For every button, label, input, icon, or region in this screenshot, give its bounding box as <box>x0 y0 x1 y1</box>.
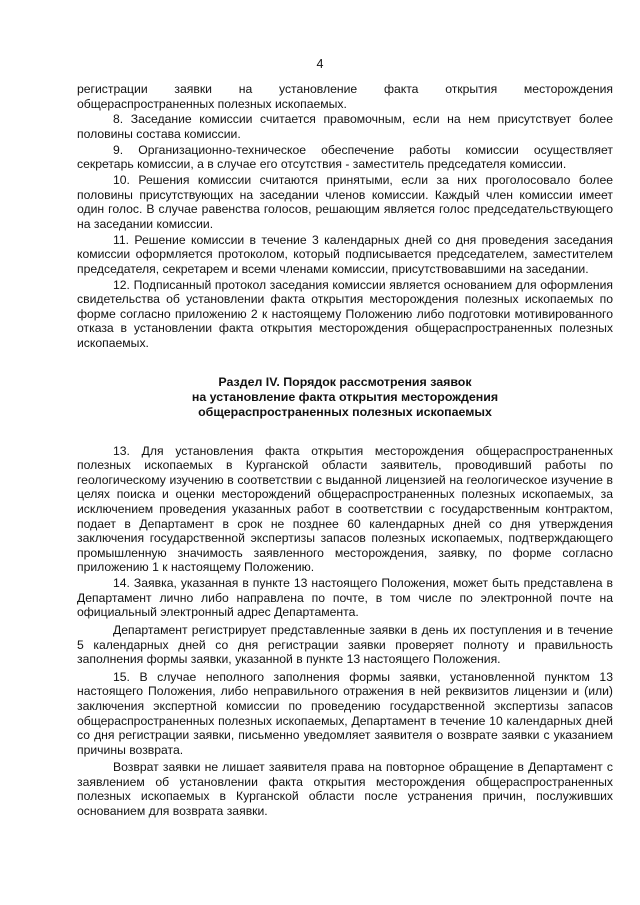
paragraph-item-12: 12. Подписанный протокол заседания комиссии является основанием для оформления свидетельства об установлении факта открытия месторождения полезных ископаемых по форме согласно приложению 2 к настоящему Положению либо подготовки мотивированного отказа в установлении факта открытия месторождения общераспространенных полезных ископаемых. <box>77 277 613 351</box>
section-heading <box>77 375 613 420</box>
paragraph-item-13: 13. Для установления факта открытия месторождения общераспространенных полезных ископаемых в Курганской области заявитель, проводивший работы по геологическому изучению в соответствии с выданной лицензией на геологическое изучение в целях поиска и оценки месторождений общераспространенных полезных ископаемых, за исключением проведения указанных работ в соответствии с государственным контрактом, подает в Департамент в срок не позднее 60 календарных дней со дня утверждения заключения государственной экспертизы запасов полезных ископаемых, подтверждающего промышленную значимость заявленного месторождения, заявку, по форме согласно приложению 1 к настоящему Положению. <box>77 443 613 575</box>
paragraph-return: Возврат заявки не лишает заявителя права на повторное обращение в Департамент с заявлением об установлении факта открытия месторождения общераспространенных полезных ископаемых в Курганской области после устранения причин, послуживших основанием для возврата заявки. <box>77 760 613 819</box>
paragraph-item-8: 8. Заседание комиссии считается правомочным, если на нем присутствует более половины состава комиссии. <box>77 112 613 141</box>
paragraph-continuation: регистрации заявки на установление факта открытия месторождения общераспространенных полезных ископаемых. <box>77 82 613 111</box>
paragraph-item-15: 15. В случае неполного заполнения формы заявки, установленной пунктом 13 настоящего Положения, либо неправильного отражения в ней реквизитов лицензии и (или) заключения экспертной комиссии по проведению государственной экспертизы запасов общераспространенных полезных ископаемых, Департамент в течение 10 календарных дней со дня регистрации заявки, письменно уведомляет заявителя о возврате заявки с указанием причины возврата. <box>77 669 613 757</box>
paragraph-item-14: 14. Заявка, указанная в пункте 13 настоящего Положения, может быть представлена в Департамент лично либо направлена по почте, в том числе по электронной почте на официальный электронный адрес Департамента. <box>77 576 613 620</box>
paragraph-item-9: 9. Организационно-техническое обеспечение работы комиссии осуществляет секретарь комиссии, а в случае его отсутствия - заместитель председателя комиссии. <box>77 142 613 172</box>
paragraph-item-10: 10. Решения комиссии считаются принятыми, если за них проголосовало более половины присутствующих на заседании членов комиссии. Каждый член комиссии имеет один голос. В случае равенства голосов, решающим является голос председательствующего на заседании комиссии. <box>77 173 613 231</box>
paragraph-item-11: 11. Решение комиссии в течение 3 календарных дней со дня проведения заседания комиссии оформляется протоколом, который подписывается председателем, заместителем председателя, секретарем и всеми членами комиссии, присутствовавшими на заседании. <box>77 232 613 276</box>
section-heading-line: общераспространенных полезных ископаемых <box>198 404 492 419</box>
document-body <box>77 82 613 820</box>
section-heading-line: на установление факта открытия месторождения <box>191 389 499 404</box>
section-heading-line: Раздел IV. Порядок рассмотрения заявок <box>218 374 472 389</box>
page-number: 4 <box>316 57 324 71</box>
paragraph-registration: Департамент регистрирует представленные заявки в день их поступления и в течение 5 календарных дней со дня регистрации заявки проверяет полноту и правильность заполнения формы заявки, указанной в пункте 13 настоящего Положения. <box>77 622 613 667</box>
